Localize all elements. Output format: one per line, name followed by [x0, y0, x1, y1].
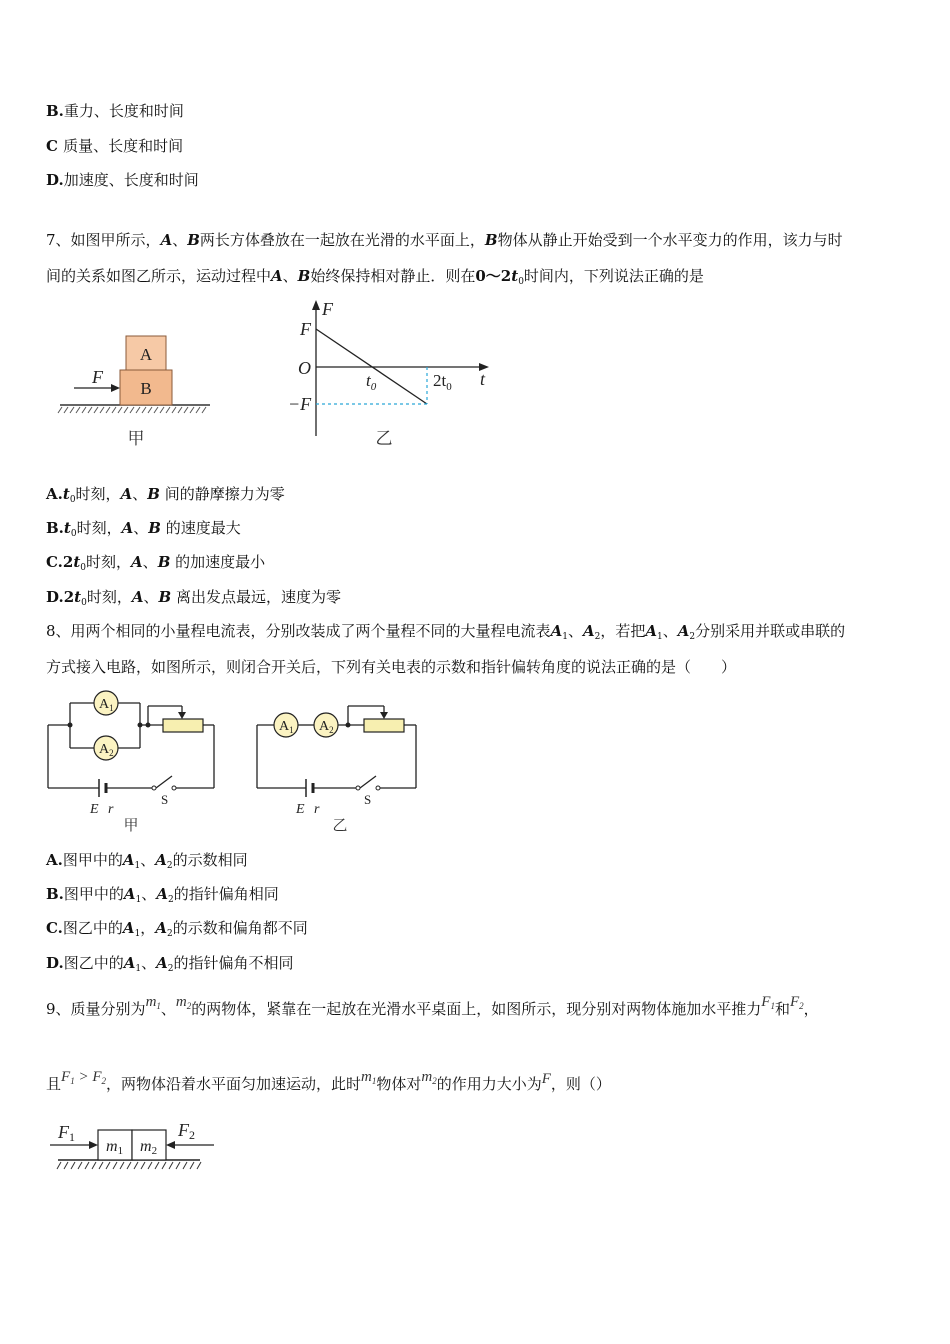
svg-text:F1: F1 [58, 1122, 75, 1144]
y-axis-arrow-icon [312, 300, 320, 310]
t0-label: $t_0$ [366, 371, 377, 393]
q9-figure [48, 1116, 218, 1178]
svg-text:r: r [108, 802, 114, 817]
figure-caption-yi: 乙 [375, 429, 393, 448]
block-b-label: B [140, 379, 152, 398]
y-top-label: F [300, 319, 311, 339]
q8-figure-yi [252, 700, 424, 838]
force-f2-arrow-icon [166, 1141, 175, 1149]
q7-stem-line1: 7、如图甲所示，A、B两长方体叠放在一起放在光滑的水平面上，B物体从静止开始受到一个水平变力的作用，该力与时 [46, 231, 843, 249]
q7-option-b: $B.t_0$时刻，A、B 的速度最大 [46, 519, 241, 539]
svg-text:m2: m2 [140, 1138, 158, 1157]
q9-stem-line2: 且$F_1 > F_2$，两物体沿着水平面匀加速运动，此时$m_1$物体对$m_2$的作用力大小为F，则（） [46, 1069, 611, 1093]
figure-caption-jia: 甲 [127, 429, 145, 448]
svg-text:S: S [364, 792, 372, 807]
figure-caption-yi: 乙 [332, 818, 348, 834]
q8-option-a: A.图甲中的$A_1$、$A_2$的示数相同 [46, 851, 248, 871]
q7-stem-line2: 间的关系如图乙所示，运动过程中A、B始终保持相对静止．则在$0\sim 2t_0$时间内，下列说法正确的是 [46, 267, 704, 287]
figure-caption-jia: 甲 [123, 818, 139, 834]
q9-stem-line1: 9、质量分别为$m_1$、$m_2$的两物体，紧靠在一起放在光滑水平桌面上，如图所示，现分别对两物体施加水平推力$F_1$和$F_2$， [46, 994, 819, 1018]
x-axis-label: t [480, 369, 486, 389]
rheostat [163, 719, 203, 732]
q8-stem-line2: 方式接入电路，如图所示，则闭合开关后，下列有关电表的示数和指针偏转角度的说法正确的是（ ） [46, 658, 737, 676]
y-axis-label: F [322, 299, 333, 319]
svg-text:r: r [314, 802, 320, 817]
svg-text:A2: $A_2$ [319, 719, 334, 735]
svg-text:A2: $A_2$ [99, 742, 114, 758]
block-a-label: A [139, 345, 153, 364]
q8-figure-jia [44, 688, 220, 838]
q7-option-c: $C.2t_0$时刻，A、B 的加速度最小 [46, 553, 266, 573]
y-bottom-label: −F [288, 394, 312, 414]
q8-option-c: C.图乙中的$A_1$，$A_2$的示数和偏角都不同 [46, 919, 308, 939]
force-arrow-icon [111, 384, 120, 392]
svg-text:m1: m1 [106, 1138, 124, 1157]
q6-option-d: D.加速度、长度和时间 [46, 171, 199, 189]
q7-figure-jia [56, 328, 216, 453]
q7-figure-yi [282, 296, 497, 451]
q7-option-a: $A.t_0$时刻，A、B 间的静摩擦力为零 [46, 485, 285, 505]
svg-text:E: E [296, 802, 305, 817]
origin-label: O [298, 358, 311, 378]
q8-option-d: D.图乙中的$A_1$、$A_2$的指针偏角不相同 [46, 954, 294, 974]
svg-text:E: E [90, 802, 99, 817]
svg-text:A1: $A_1$ [99, 697, 114, 713]
q8-stem-line1: 8、用两个相同的小量程电流表，分别改装成了两个量程不同的大量程电流表$A_1$、$A_2$，若把$A_1$、$A_2$分别采用并联或串联的 [46, 622, 846, 642]
force-label: F [92, 367, 103, 387]
q7-option-d: $D.2t_0$时刻，A、B 离出发点最远，速度为零 [46, 588, 341, 608]
t2-label: $2t_0$ [433, 371, 452, 393]
svg-text:S: S [161, 792, 169, 807]
q8-option-b: B.图甲中的$A_1$、$A_2$的指针偏角相同 [46, 885, 279, 905]
force-f1-arrow-icon [89, 1141, 98, 1149]
svg-text:A1: $A_1$ [279, 719, 294, 735]
svg-text:F2: F2 [178, 1120, 195, 1142]
rheostat [364, 719, 404, 732]
q6-option-b: B.重力、长度和时间 [46, 102, 184, 120]
q6-option-c: C 质量、长度和时间 [46, 137, 184, 155]
